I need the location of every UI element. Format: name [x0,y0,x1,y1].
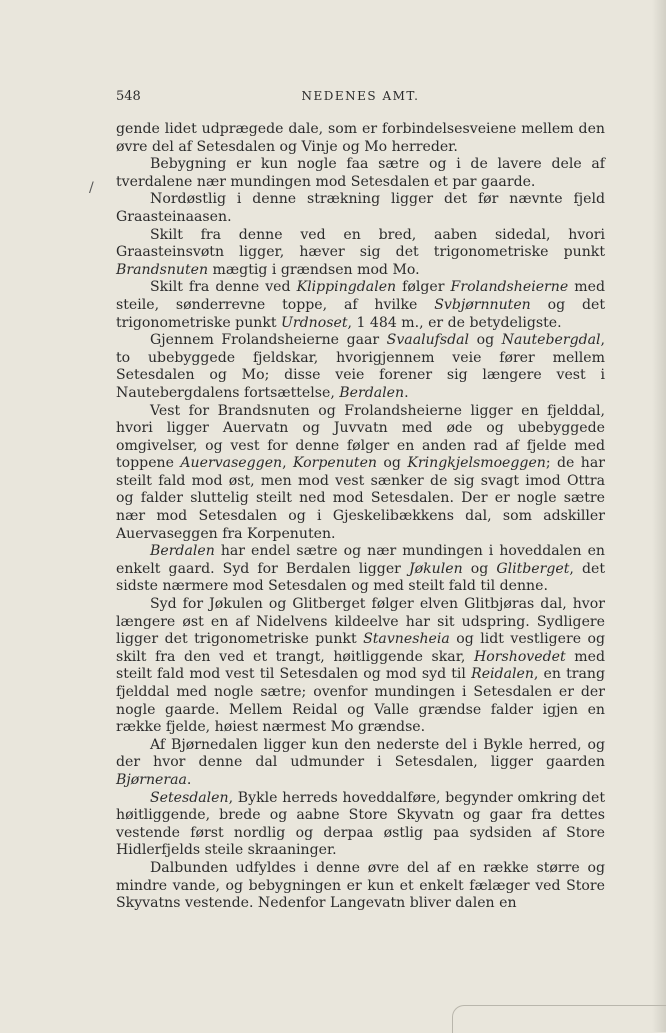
italic-place-name: Urdnoset [281,314,348,331]
italic-place-name: Svaalufsdal [386,332,470,349]
italic-place-name: Brandsnuten [116,261,209,278]
text-run: , det sidste nærmere mod Setesdalen og med steilt fald til denne. [116,560,605,595]
paragraph [116,156,605,191]
text-run: , 1 484 m., er de betydeligste. [347,314,562,331]
running-title: NEDENES AMT. [301,89,420,103]
text-run: og [462,560,497,577]
italic-place-name: Svbjørnnuten [434,296,531,313]
text-run: , Bykle herreds hoveddalføre, begynder omkring det høitliggende, brede og aabne Store Skyvatn og gaar fra dettes vestende først nordlig og derpaa østlig paa sydsiden af Store Hidlerfjelds steile skraaninger. [116,789,605,859]
page-edge-shadow [652,0,666,1032]
italic-place-name: Frolandsheierne [450,279,569,296]
text-run: ; de har steilt fald mod øst, men mod vest sænker de sig svagt imod Ottra og falder sluttelig steilt ned mod Setesdalen. Der er nogle sætre nær mod Setesdalen og i Gjeskelibækkens dal, som adskiller Auervaseggen fra Korpenuten. [116,455,606,542]
paragraph [116,543,605,596]
paragraph [116,596,605,737]
text-run: . [186,771,192,788]
italic-place-name: Berdalen [339,384,405,401]
italic-place-name: Klippingdalen [296,279,397,296]
italic-place-name: Glitberget [496,560,570,577]
italic-place-name: Horshovedet [474,648,566,665]
text-run: gende lidet udprægede dale, som er forbindelsesveiene mellem den øvre del af Setesdalen og Vinje og Mo herreder. [116,121,605,155]
italic-place-name: Auervaseggen [180,455,283,472]
text-run: Af Bjørnedalen ligger kun den nederste del i Bykle herred, og der hvor denne dal udmunder i Setesdalen, ligger gaarden [116,736,605,771]
text-run: og lidt vestligere og skilt fra den ved et trangt, høitliggende skar, [116,631,606,665]
text-run: mægtig i grændsen mod Mo. [208,261,420,278]
italic-place-name: Stavnesheia [363,631,450,648]
italic-place-name: Berdalen [150,543,215,560]
page-number: 548 [116,89,141,104]
page-corner-curl [452,1005,666,1033]
text-run: . [404,384,409,401]
text-run: har endel sætre og nær mundingen i hoveddalen en enkelt gaard. Syd for Berdalen ligger [116,543,605,577]
italic-place-name: Nautebergdal [501,332,601,349]
text-run: følger [396,279,451,296]
italic-place-name: Bjørneraa [116,771,187,788]
text-run: med steile, sønderrevne toppe, af hvilke [116,279,605,313]
text-run: Nordøstlig i denne strækning ligger det før nævnte fjeld Graasteinaasen. [116,191,605,225]
paragraph [116,121,605,156]
paragraph [116,332,605,402]
text-run: Vest for Brandsnuten og Frolandsheierne ligger en fjelddal, hvori ligger Auervatn og Juvvatn med øde og ubebyggede omgivelser, og vest for denne følger en anden rad af fjelde med toppene [116,402,605,472]
text-run: Syd for Jøkulen og Glitberget følger elven Glitbjøras dal, hvor længere øst en af Nidelvens kildeelve har sit udspring. Sydligere ligger det trigonometriske punkt [116,596,605,648]
text-run: , [282,455,294,472]
italic-place-name: Reidalen [471,666,534,683]
text-run: og [377,455,408,472]
paragraph [116,279,605,332]
paragraph [116,403,605,544]
text-run: og [469,332,502,349]
italic-place-name: Korpenuten [293,455,377,472]
italic-place-name: Kringkjelsmoeggen [407,455,546,472]
margin-pencil-mark: / [89,180,94,196]
text-run: , en trang fjelddal med nogle sætre; ovenfor mundingen i Setesdalen er der nogle gaarde. Mellem Reidal og Valle grændse falder igjen en række fjelde, høiest nærmest Mo grændse. [116,666,605,736]
text-run: Bebygning er kun nogle faa sætre og i de lavere dele af tverdalene nær mundingen mod Setesdalen et par gaarde. [116,156,605,190]
body-text [116,121,605,913]
running-head [116,89,605,107]
text-run: , to ubebyggede fjeldskar, hvorigjennem veie fører mellem Setesdalen og Mo; disse veie forener sig længere vest i Nautebergdalens fortsættelse, [116,332,606,401]
text-run: og det trigonometriske punkt [116,296,605,331]
paragraph [116,227,605,280]
text-run: med steilt fald mod vest til Setesdalen og mod syd til [116,648,605,683]
text-run: Skilt fra denne ved en bred, aaben sidedal, hvori Graasteinsvøtn ligger, hæver sig det trigonometriske punkt [116,226,605,261]
paragraph [116,737,605,790]
italic-place-name: Setesdalen [150,789,229,806]
text-run: Gjennem Frolandsheierne gaar [150,332,387,349]
paragraph [116,790,605,860]
italic-place-name: Jøkulen [408,560,463,577]
paragraph [116,191,605,226]
text-run: Dalbunden udfyldes i denne øvre del af en række større og mindre vande, og bebygningen er kun et enkelt fælæger ved Store Skyvatns vestende. Nedenfor Langevatn bliver dalen en [116,859,605,912]
paragraph [116,860,605,913]
text-run: Skilt fra denne ved [150,279,297,296]
